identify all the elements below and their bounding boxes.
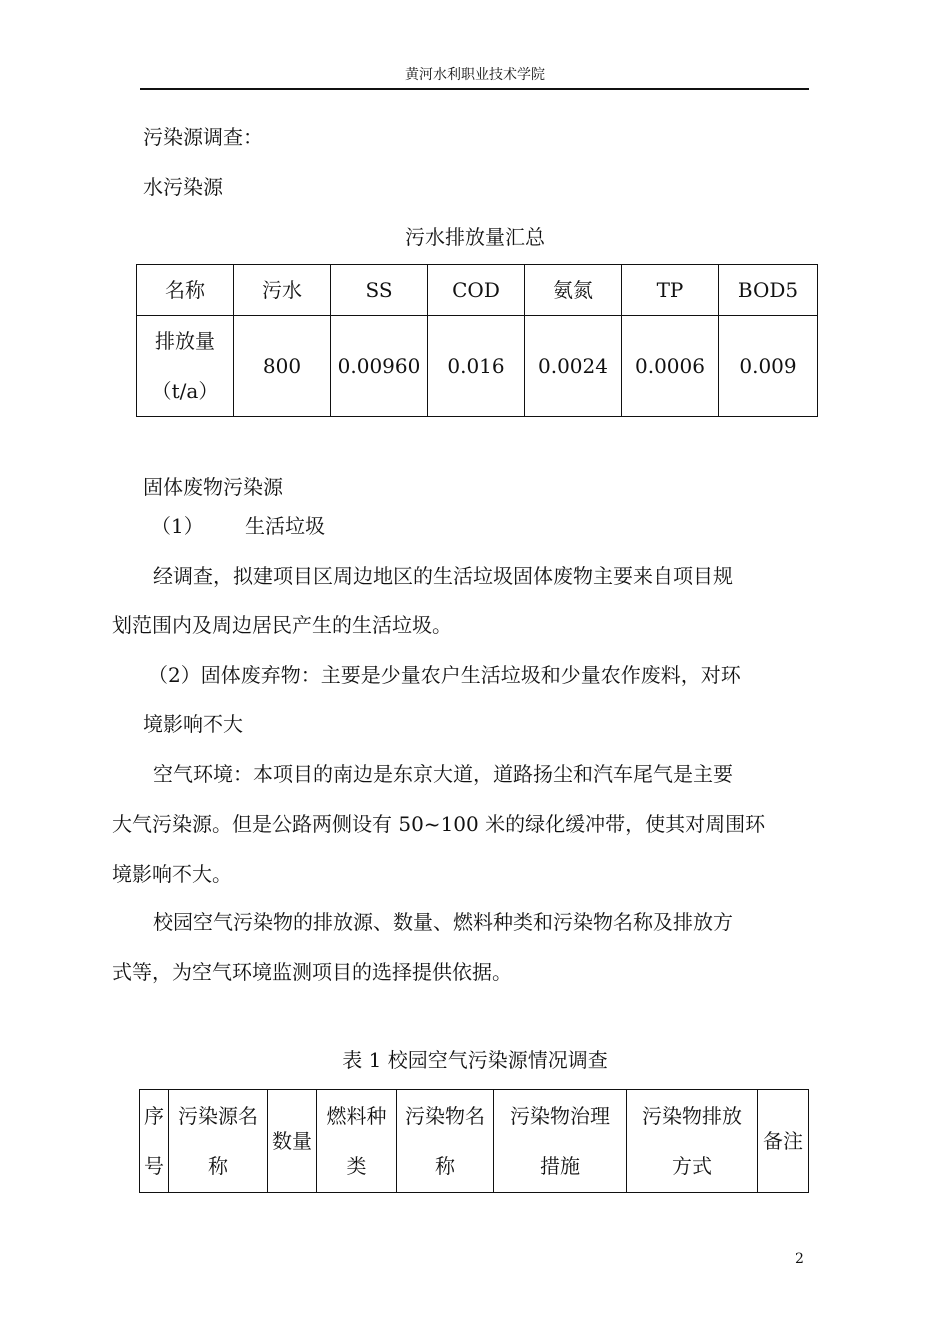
paragraph-line: （2）固体废弃物：主要是少量农户生活垃圾和少量农作废料，对环 xyxy=(148,663,741,687)
paragraph-line: 空气环境：本项目的南边是东京大道，道路扬尘和汽车尾气是主要 xyxy=(153,762,733,786)
page-header: 黄河水利职业技术学院 xyxy=(405,67,545,83)
value-cell: 0.00960 xyxy=(331,316,428,417)
value-cell: 0.016 xyxy=(428,316,525,417)
row-label-line: 排放量 xyxy=(155,329,215,353)
wastewater-discharge-table xyxy=(136,264,818,417)
header-line: 污染物治理 xyxy=(510,1104,610,1128)
paragraph-line: 划范围内及周边居民产生的生活垃圾。 xyxy=(112,613,452,637)
header-cell-serial xyxy=(140,1090,169,1193)
header-line: 序 xyxy=(144,1104,164,1128)
table-header-row xyxy=(137,265,818,316)
paragraph-line: 式等，为空气环境监测项目的选择提供依据。 xyxy=(112,960,512,984)
header-cell: 名称 xyxy=(137,265,234,316)
table1-caption: 污水排放量汇总 xyxy=(405,225,545,249)
item-title-domestic-garbage: 生活垃圾 xyxy=(245,514,325,538)
header-line: 方式 xyxy=(672,1154,712,1178)
header-line: 号 xyxy=(144,1154,164,1178)
value-cell: 800 xyxy=(234,316,331,417)
header-rule xyxy=(140,88,809,90)
section-title-pollution-survey: 污染源调查： xyxy=(143,125,263,149)
table-header-row xyxy=(140,1090,809,1193)
paragraph-line: 境影响不大。 xyxy=(112,862,232,886)
header-cell-emission-method xyxy=(627,1090,758,1193)
paragraph-line: 校园空气污染物的排放源、数量、燃料种类和污染物名称及排放方 xyxy=(153,910,733,934)
header-line: 类 xyxy=(346,1154,367,1178)
table2-caption: 表 1 校园空气污染源情况调查 xyxy=(342,1048,608,1072)
header-cell-pollutant-name xyxy=(397,1090,494,1193)
value-cell: 0.009 xyxy=(719,316,818,417)
header-cell: TP xyxy=(622,265,719,316)
value-cell: 0.0024 xyxy=(525,316,622,417)
header-cell-fuel-type xyxy=(317,1090,397,1193)
subsection-solid-waste: 固体废物污染源 xyxy=(143,475,283,499)
header-line: 燃料种 xyxy=(326,1104,387,1128)
paragraph-line: 经调查，拟建项目区周边地区的生活垃圾固体废物主要来自项目规 xyxy=(153,564,733,588)
header-cell-source-name xyxy=(169,1090,268,1193)
table-row xyxy=(137,316,818,417)
header-cell: 氨氮 xyxy=(525,265,622,316)
value-cell: 0.0006 xyxy=(622,316,719,417)
header-cell-remarks xyxy=(758,1090,809,1193)
paragraph-line: 大气污染源。但是公路两侧设有 50~100 米的绿化缓冲带，使其对周围环 xyxy=(112,812,766,836)
header-cell: COD xyxy=(428,265,525,316)
header-line: 污染物排放 xyxy=(642,1104,742,1128)
page-number: 2 xyxy=(795,1251,804,1267)
header-cell: SS xyxy=(331,265,428,316)
header-line: 称 xyxy=(435,1154,455,1178)
paragraph-line: 境影响不大 xyxy=(143,712,243,736)
row-label-unit: （t/a） xyxy=(151,379,219,403)
header-cell-quantity xyxy=(268,1090,317,1193)
header-line: 措施 xyxy=(540,1154,580,1178)
header-line: 污染源名 xyxy=(178,1104,258,1128)
subsection-water-pollution: 水污染源 xyxy=(143,175,223,199)
header-cell: BOD5 xyxy=(719,265,818,316)
header-line: 数量 xyxy=(272,1129,312,1153)
header-line: 称 xyxy=(208,1154,228,1178)
header-line: 污染物名 xyxy=(405,1104,485,1128)
header-line: 备注 xyxy=(763,1129,803,1153)
header-cell-treatment xyxy=(494,1090,627,1193)
campus-air-pollution-table xyxy=(139,1089,809,1193)
item-number-1: （1） xyxy=(151,514,204,538)
header-cell: 污水 xyxy=(234,265,331,316)
row-label-cell xyxy=(137,316,234,417)
